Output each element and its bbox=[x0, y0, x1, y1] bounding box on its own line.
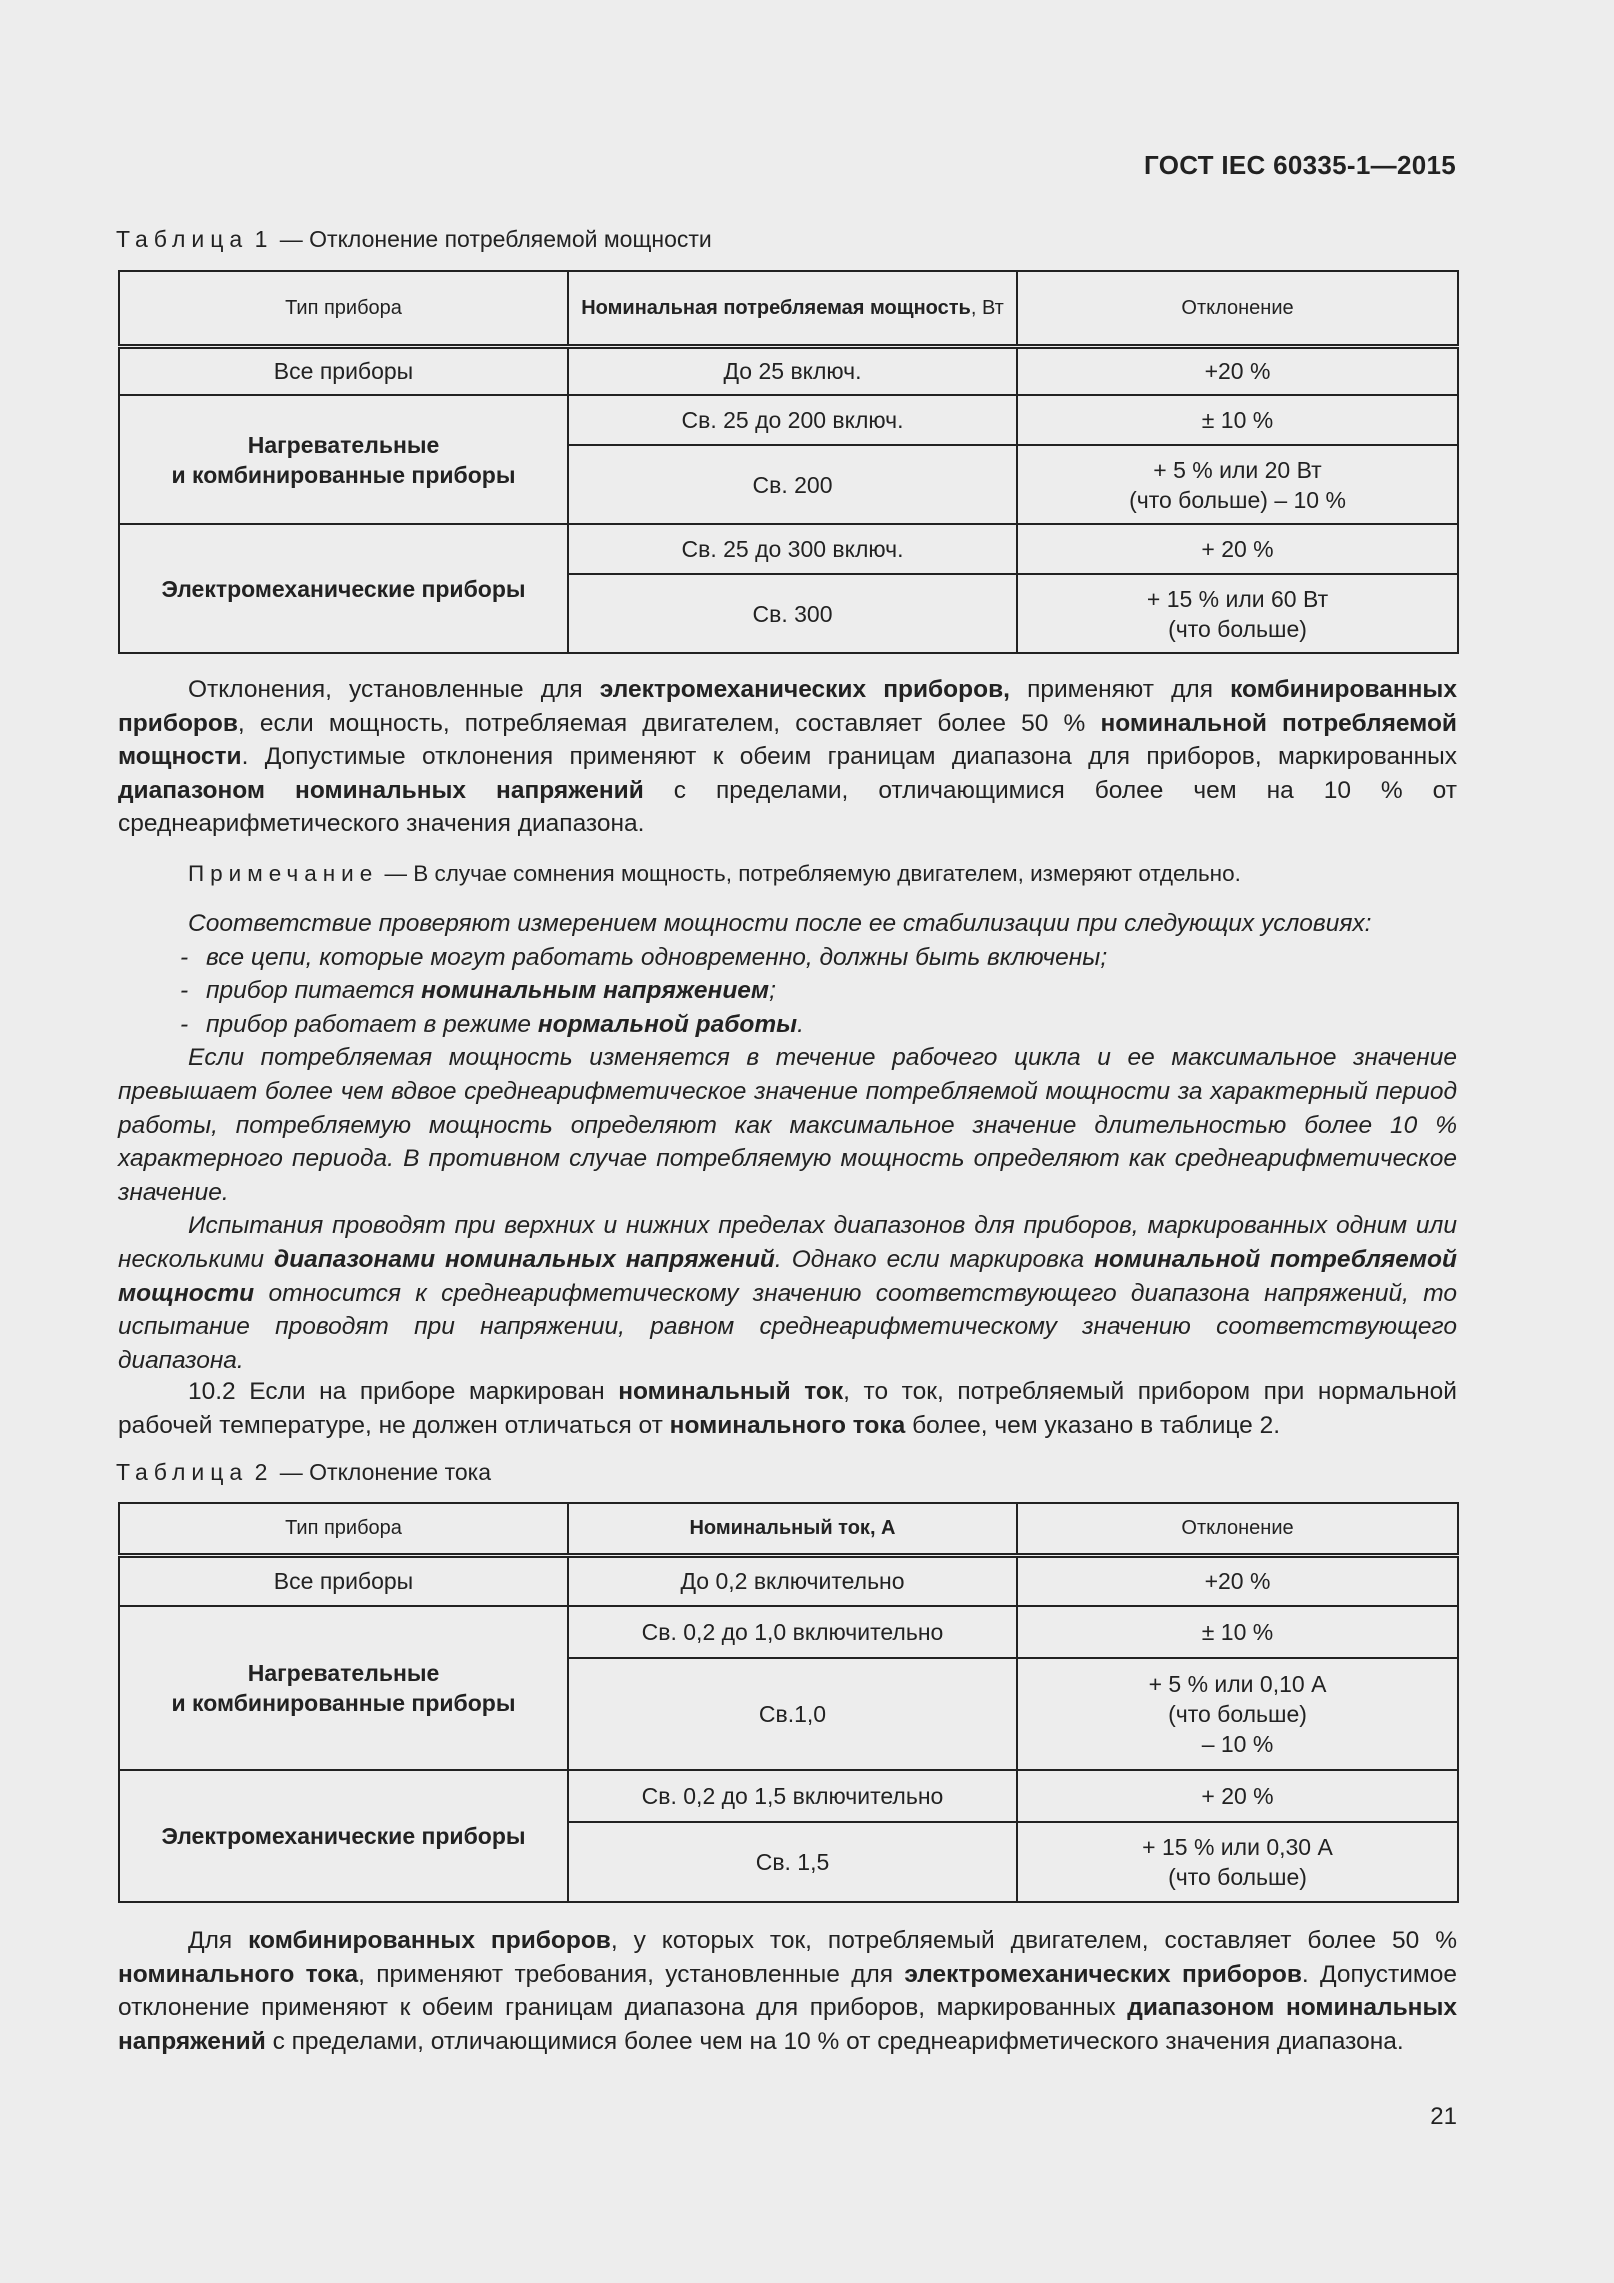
table1-power-deviation bbox=[118, 270, 1459, 654]
dash-marker: - bbox=[180, 1010, 189, 1038]
paragraph-combined-current bbox=[118, 1924, 1457, 2058]
cell-value: Св. 200 bbox=[568, 445, 1017, 524]
cell-deviation-line2: (что больше) – 10 % bbox=[1129, 486, 1346, 513]
cell-value: Св.1,0 bbox=[568, 1658, 1017, 1770]
cell-deviation-line1: + 5 % или 0,10 А bbox=[1148, 1671, 1327, 1697]
text-run: применяют для bbox=[1009, 676, 1231, 703]
col-header-power bbox=[568, 271, 1017, 346]
text-run: Для bbox=[188, 1927, 249, 1954]
table2-caption-prefix: Таблица bbox=[116, 1459, 249, 1485]
cell-deviation bbox=[1017, 1658, 1458, 1770]
group-heating-line2: и комбинированные приборы bbox=[171, 461, 516, 488]
text-run: с пределами, отличающимися более чем на 10 % от среднеарифметического значения диапазона. bbox=[265, 2027, 1404, 2055]
text-run: 10.2 Если на приборе маркирован bbox=[188, 1378, 619, 1405]
table-header-row bbox=[119, 1503, 1458, 1555]
table-row bbox=[119, 1606, 1458, 1658]
table2-caption-text: — Отклонение тока bbox=[279, 1459, 492, 1485]
cell-deviation bbox=[1017, 1822, 1458, 1902]
cell-value: Св. 0,2 до 1,5 включительно bbox=[568, 1770, 1017, 1822]
table1-caption-prefix: Таблица bbox=[116, 226, 249, 252]
cell-deviation: ± 10 % bbox=[1017, 1606, 1458, 1658]
page-number: 21 bbox=[1430, 2103, 1457, 2130]
note bbox=[188, 861, 1241, 887]
text-run: относится к среднеарифметическому значению соответствующего диапазона напряжений, то испытание проводят при напряжении, равном среднеарифметическому значению соответствующего диапазона. bbox=[118, 1279, 1457, 1374]
cell-value: Св. 1,5 bbox=[568, 1822, 1017, 1902]
term-combined: комбинированных приборов bbox=[118, 676, 1457, 737]
cell-deviation-line2: (что больше) bbox=[1168, 615, 1307, 642]
table2-current-deviation bbox=[118, 1502, 1459, 1903]
col-header-current: Номинальный ток, А bbox=[568, 1503, 1017, 1555]
col-header-deviation: Отклонение bbox=[1017, 1503, 1458, 1555]
text-run: . Допустимые отклонения применяют к обеим границам диапазона для приборов, маркированных bbox=[241, 743, 1457, 771]
group-electromechanical: Электромеханические приборы bbox=[119, 1770, 568, 1902]
table-row bbox=[119, 346, 1458, 395]
text-run: , если мощность, потребляемая двигателем, составляет более 50 % bbox=[237, 709, 1101, 737]
cell-deviation: ± 10 % bbox=[1017, 395, 1458, 445]
col-header-type: Тип прибора bbox=[119, 271, 568, 346]
cell-deviation bbox=[1017, 445, 1458, 524]
compliance-block bbox=[118, 907, 1457, 1377]
cell-deviation-line3: – 10 % bbox=[1201, 1731, 1274, 1757]
cell-deviation: +20 % bbox=[1017, 1555, 1458, 1606]
cell-value: До 25 включ. bbox=[568, 346, 1017, 395]
group-electromechanical: Электромеханические приборы bbox=[119, 524, 568, 653]
table2-caption bbox=[116, 1459, 491, 1486]
table-header-row bbox=[119, 271, 1458, 346]
text-run: . Допустимое отклонение применяют к обеим границам диапазона для приборов, маркированных bbox=[118, 1960, 1457, 2022]
text-run: Отклонения, установленные для bbox=[188, 676, 600, 703]
text-run: более, чем указано в таблице 2. bbox=[905, 1411, 1281, 1439]
dash-marker: - bbox=[180, 943, 189, 971]
text-run: , у которых ток, потребляемый двигателем, составляет более 50 % bbox=[610, 1927, 1458, 1954]
bullet-item bbox=[118, 974, 1457, 1008]
cell-value: До 0,2 включительно bbox=[568, 1555, 1017, 1606]
text-run: прибор работает в режиме bbox=[206, 1010, 538, 1038]
table-row bbox=[119, 395, 1458, 445]
term-rated-voltage-range: диапазоном номинальных напряжений bbox=[118, 776, 644, 804]
group-heating-line1: Нагревательные bbox=[247, 431, 440, 458]
cell-deviation-line2: (что больше) bbox=[1168, 1701, 1307, 1727]
compliance-intro: Соответствие проверяют измерением мощности после ее стабилизации при следующих условиях: bbox=[188, 910, 1372, 937]
cell-value: Св. 25 до 200 включ. bbox=[568, 395, 1017, 445]
term-rated-current: номинального тока bbox=[669, 1411, 906, 1439]
cell-value: Св. 25 до 300 включ. bbox=[568, 524, 1017, 574]
term-combined: комбинированных приборов bbox=[248, 1927, 611, 1954]
table1-caption-text: — Отклонение потребляемой мощности bbox=[279, 226, 712, 252]
paragraph-text bbox=[118, 673, 1457, 841]
col-header-power-label: Номинальная потребляемая мощность bbox=[581, 296, 971, 319]
compliance-paragraph-ranges bbox=[118, 1209, 1457, 1377]
term-rated-power: номинальной потребляемой мощности bbox=[118, 709, 1457, 771]
text-run: Испытания проводят при верхних и нижних пределах диапазонов для приборов, маркированных одним или несколькими bbox=[118, 1212, 1457, 1273]
bullet-item bbox=[118, 1008, 1457, 1042]
col-header-deviation: Отклонение bbox=[1017, 271, 1458, 346]
table1-caption bbox=[116, 226, 712, 253]
clause-10-2 bbox=[118, 1375, 1457, 1442]
text-run: , применяют требования, установленные для bbox=[358, 1960, 905, 1988]
clause-text bbox=[118, 1375, 1457, 1442]
standard-header: ГОСТ IEC 60335-1—2015 bbox=[1144, 150, 1456, 180]
text-run: . Однако если маркировка bbox=[774, 1245, 1095, 1273]
table-row bbox=[119, 524, 1458, 574]
text-run: , то ток, потребляемый прибором при нормальной рабочей температуре, не должен отличаться от bbox=[118, 1378, 1457, 1439]
group-heating-line1: Нагревательные bbox=[247, 1660, 440, 1686]
cell-value: Св. 300 bbox=[568, 574, 1017, 653]
text-run: прибор питается bbox=[206, 977, 422, 1005]
term-rated-voltage-range: диапазоном номинальных напряжений bbox=[118, 1994, 1457, 2055]
term-rated-voltage-ranges: диапазонами номинальных напряжений bbox=[274, 1245, 775, 1273]
bullet-item bbox=[118, 941, 1457, 975]
bullet-text: все цепи, которые могут работать одновременно, должны быть включены; bbox=[206, 943, 1108, 971]
cell-deviation-line2: (что больше) bbox=[1168, 1864, 1307, 1890]
term-rated-current: номинальный ток bbox=[618, 1378, 844, 1405]
cell-type: Все приборы bbox=[119, 346, 568, 395]
group-heating bbox=[119, 1606, 568, 1770]
bullet-text bbox=[206, 974, 776, 1008]
cell-deviation-line1: + 5 % или 20 Вт bbox=[1153, 456, 1322, 483]
text-run: . bbox=[797, 1010, 804, 1038]
paragraph-deviations bbox=[118, 673, 1457, 841]
cell-deviation: +20 % bbox=[1017, 346, 1458, 395]
table1-caption-num: 1 bbox=[254, 226, 274, 252]
note-text: — В случае сомнения мощность, потребляемую двигателем, измеряют отдельно. bbox=[384, 861, 1241, 886]
term-electromechanical: электромеханических приборов bbox=[904, 1960, 1302, 1988]
term-rated-current: номинального тока bbox=[118, 1960, 359, 1988]
col-header-power-unit: , Вт bbox=[970, 296, 1004, 319]
cell-deviation-line1: + 15 % или 0,30 А bbox=[1142, 1834, 1333, 1860]
cell-value: Св. 0,2 до 1,0 включительно bbox=[568, 1606, 1017, 1658]
compliance-paragraph-peak: Если потребляемая мощность изменяется в течение рабочего цикла и ее максимальное значение превышает более чем вдвое среднеарифметическое значение потребляемой мощности за характерный период работы, потребляемую мощность определяют как максимальное значение длительностью более 10 % характерного периода. В противном случае потребляемую мощность определяют как среднеарифметическое значение. bbox=[118, 1044, 1457, 1206]
cell-deviation: + 20 % bbox=[1017, 524, 1458, 574]
note-label: Примечание bbox=[188, 861, 379, 886]
term-normal-operation: нормальной работы bbox=[537, 1010, 798, 1038]
table-row bbox=[119, 1770, 1458, 1822]
table-row bbox=[119, 1555, 1458, 1606]
dash-marker: - bbox=[180, 977, 189, 1005]
term-rated-power: номинальной потребляемой мощности bbox=[118, 1245, 1457, 1307]
group-heating bbox=[119, 395, 568, 524]
cell-deviation-line1: + 15 % или 60 Вт bbox=[1146, 585, 1329, 612]
text-run: ; bbox=[769, 977, 776, 1005]
bullet-text bbox=[206, 1008, 804, 1042]
text-run: с пределами, отличающимися более чем на 10 % от среднеарифметического значения диапазона. bbox=[118, 776, 1457, 838]
term-electromechanical: электромеханических приборов, bbox=[599, 676, 1010, 703]
group-heating-line2: и комбинированные приборы bbox=[171, 1690, 516, 1716]
paragraph-text bbox=[118, 1924, 1457, 2058]
table2-caption-num: 2 bbox=[254, 1459, 274, 1485]
cell-deviation bbox=[1017, 574, 1458, 653]
col-header-type: Тип прибора bbox=[119, 1503, 568, 1555]
cell-type: Все приборы bbox=[119, 1555, 568, 1606]
cell-deviation: + 20 % bbox=[1017, 1770, 1458, 1822]
term-rated-voltage: номинальным напряжением bbox=[421, 977, 770, 1005]
